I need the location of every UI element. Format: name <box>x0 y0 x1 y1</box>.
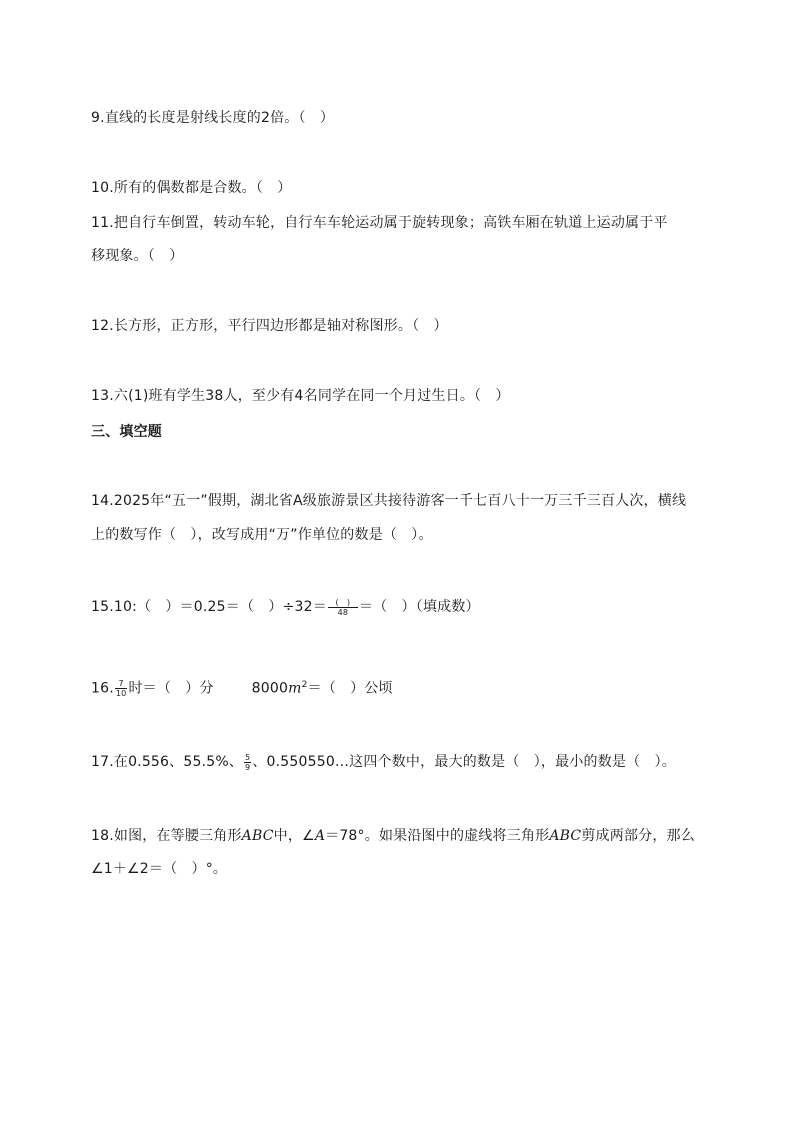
question-9: 9.直线的长度是射线长度的2倍。（ ） <box>91 110 335 126</box>
q16-frac-den: 10 <box>115 689 127 699</box>
q16-unit: m <box>288 680 302 697</box>
section-3-title: 三、填空题 <box>91 424 162 440</box>
question-16 <box>91 675 393 699</box>
question-14-line1: 14.2025年“五一”假期，湖北省A级旅游景区共接待游客一千七百八十一万三千三百人次，横线 <box>91 493 687 509</box>
question-12: 12.长方形，正方形，平行四边形都是轴对称图形。（ ） <box>91 318 448 334</box>
q17-frac-den: 9 <box>245 762 251 772</box>
question-17 <box>91 752 676 772</box>
question-10: 10.所有的偶数都是合数。（ ） <box>91 180 292 196</box>
question-18-line1 <box>91 826 695 846</box>
q17-text-a: 17.在0.556、55.5%、 <box>91 754 244 770</box>
question-11-line1: 11.把自行车倒置，转动车轮，自行车车轮运动属于旋转现象；高铁车厢在轨道上运动属于平 <box>91 215 668 231</box>
q18-angle-a: A <box>314 828 326 844</box>
q17-text-b: 、0.550550…这四个数中，最大的数是（ ），最小的数是（ ）。 <box>252 754 676 770</box>
q15-frac-num: ( ) <box>328 598 358 608</box>
q18-text-b: 中，∠ <box>273 828 315 844</box>
q16-sup: 2 <box>301 680 308 690</box>
question-14-line2: 上的数写作（ ），改写成用“万”作单位的数是（ ）。 <box>91 527 433 543</box>
q15-text-b: ＝（ ）（填成数） <box>358 599 480 615</box>
q18-abc: ABC <box>241 828 274 844</box>
q17-frac-num: 5 <box>245 752 251 762</box>
q18-text-a: 18.如图，在等腰三角形 <box>91 828 242 844</box>
question-18-line2: ∠1＋∠2＝（ ）°。 <box>91 861 228 877</box>
q15-frac-den: 48 <box>337 607 349 617</box>
q16-text-a: 时＝（ ）分 <box>128 680 214 697</box>
q16-fraction <box>115 679 128 698</box>
q17-fraction <box>244 753 251 772</box>
q15-fraction <box>328 598 358 617</box>
q16-text-b: 8000 <box>251 680 289 697</box>
question-11-line2: 移现象。（ ） <box>91 248 184 264</box>
question-15 <box>91 597 480 617</box>
q18-text-d: 剪成两部分，那么 <box>581 828 695 844</box>
q18-abc-2: ABC <box>549 828 582 844</box>
q15-text-a: 15.10:（ ）＝0.25＝（ ）÷32＝ <box>91 599 327 615</box>
q16-frac-num: 7 <box>115 679 128 689</box>
q16-text-c: ＝（ ）公顷 <box>307 680 393 697</box>
q16-prefix: 16. <box>91 680 114 697</box>
question-13: 13.六(1)班有学生38人，至少有4名同学在同一个月过生日。（ ） <box>91 388 510 404</box>
q18-text-c: ＝78°。如果沿图中的虚线将三角形 <box>325 828 550 844</box>
